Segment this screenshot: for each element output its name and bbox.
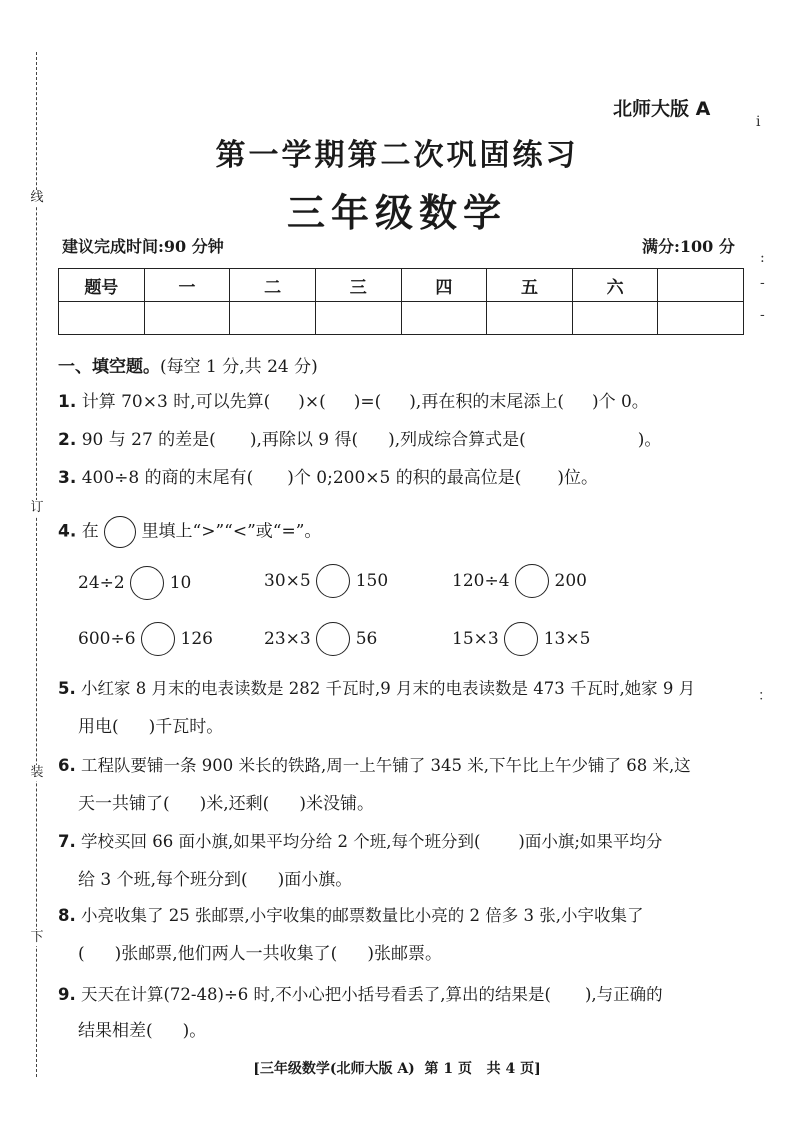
question-9 (58, 985, 748, 1005)
question-text: )张邮票。 (367, 944, 442, 964)
question-text: ),与正确的 (584, 985, 663, 1004)
question-6-line-2 (78, 794, 768, 814)
question-6 (58, 756, 748, 776)
question-number: 1. (58, 392, 77, 412)
question-text: )米没铺。 (299, 794, 374, 814)
score-table (58, 268, 744, 335)
comparison-item (452, 564, 587, 598)
binding-mark-ding: 订 (30, 500, 44, 515)
question-text: 90 与 27 的差是( (81, 430, 216, 450)
question-text: )面小旗;如果平均分 (518, 832, 663, 851)
exam-subtitle: 第一学期第二次巩固练习 (215, 138, 579, 173)
question-text: )。 (182, 1021, 207, 1041)
comparison-left: 30×5 (264, 571, 311, 591)
question-number: 2. (58, 430, 77, 450)
score-entry-cell[interactable] (572, 302, 658, 335)
score-entry-cell[interactable] (658, 302, 744, 335)
comparison-circle[interactable] (141, 622, 175, 656)
comparison-right: 150 (355, 571, 389, 591)
question-8 (58, 906, 748, 926)
question-5 (58, 679, 748, 699)
edge-mark: ： (758, 688, 772, 704)
binding-mark-xian: 线 (30, 190, 44, 205)
full-score: 满分:100 分 (642, 237, 735, 256)
comparison-circle[interactable] (504, 622, 538, 656)
binding-mark-xia: 下 (30, 930, 44, 945)
question-9-line-2 (78, 1021, 768, 1041)
comparison-item (264, 622, 377, 656)
question-1 (58, 392, 748, 412)
question-text: )。 (637, 430, 662, 450)
score-header-cell: 四 (401, 269, 487, 302)
section-note: (每空 1 分,共 24 分) (160, 357, 318, 377)
question-text: 给 3 个班,每个班分到( (78, 870, 248, 890)
question-text: )个 0。 (591, 392, 649, 412)
question-text: 天天在计算(72-48)÷6 时,不小心把小括号看丢了,算出的结果是( (81, 985, 551, 1004)
score-header-cell: 五 (487, 269, 573, 302)
edge-mark: - (760, 307, 765, 323)
binding-mark-zhuang: 装 (30, 765, 44, 780)
question-text: 400÷8 的商的末尾有( (81, 468, 254, 488)
comparison-left: 23×3 (264, 629, 311, 649)
comparison-circle[interactable] (515, 564, 549, 598)
score-entry-cell[interactable] (59, 302, 145, 335)
question-number: 7. (58, 832, 76, 851)
score-header-cell (658, 269, 744, 302)
comparison-right: 126 (180, 629, 213, 649)
question-number: 9. (58, 985, 76, 1004)
score-header-cell: 三 (315, 269, 401, 302)
question-text: 工程队要铺一条 900 米长的铁路,周一上午铺了 345 米,下午比上午少铺了 68 米,这 (81, 756, 691, 775)
question-3 (58, 468, 748, 488)
edition-label: 北师大版 A (613, 98, 711, 120)
question-text: )米,还剩( (199, 794, 270, 814)
time-suggestion: 建议完成时间:90 分钟 (62, 237, 224, 256)
score-header-cell: 二 (230, 269, 316, 302)
comparison-right: 13×5 (543, 629, 591, 649)
question-number: 5. (58, 679, 76, 698)
edge-mark: - (760, 275, 765, 291)
score-entry-cell[interactable] (230, 302, 316, 335)
comparison-left: 24÷2 (78, 573, 125, 593)
comparison-circle[interactable] (316, 564, 350, 598)
score-table-header-row (59, 269, 744, 302)
comparison-left: 120÷4 (452, 571, 510, 591)
question-number: 3. (58, 468, 77, 488)
comparison-circle[interactable] (130, 566, 164, 600)
question-text: )千瓦时。 (148, 717, 224, 737)
question-text: )个 0;200×5 的积的最高位是( (287, 468, 522, 488)
score-entry-cell[interactable] (401, 302, 487, 335)
question-text: 用电( (78, 717, 119, 737)
comparison-item (78, 566, 191, 600)
question-text: 里填上“>”“<”或“=”。 (141, 521, 322, 542)
question-7-line-2 (78, 870, 768, 890)
question-text: ),列成综合算式是( (388, 430, 526, 450)
score-header-cell: 六 (572, 269, 658, 302)
question-text: )面小旗。 (277, 870, 353, 890)
question-text: )张邮票,他们两人一共收集了( (114, 944, 338, 964)
comparison-right: 200 (554, 571, 587, 591)
question-4 (58, 516, 748, 548)
question-7 (58, 832, 748, 852)
question-text: )=( (353, 392, 382, 412)
comparison-item (452, 622, 590, 656)
page-footer: [三年级数学(北师大版 A) 第 1 页 共 4 页] (253, 1061, 541, 1077)
question-8-line-2 (78, 944, 768, 964)
comparison-left: 600÷6 (78, 629, 136, 649)
comparison-right: 56 (355, 629, 378, 649)
comparison-item (78, 622, 213, 656)
edge-mark: i (756, 114, 761, 130)
question-2 (58, 430, 748, 450)
question-text: ( (78, 944, 85, 964)
question-text: ),再除以 9 得( (249, 430, 359, 450)
question-text: 计算 70×3 时,可以先算( (81, 392, 271, 412)
score-header-cell: 一 (144, 269, 230, 302)
section-heading (58, 352, 318, 377)
question-text: 学校买回 66 面小旗,如果平均分给 2 个班,每个班分到( (81, 832, 481, 851)
section-title: 一、填空题。 (58, 357, 160, 377)
question-text: )×( (298, 392, 326, 412)
edge-mark: : (760, 250, 765, 266)
score-entry-cell[interactable] (144, 302, 230, 335)
score-table-entry-row (59, 302, 744, 335)
comparison-right: 10 (169, 573, 192, 593)
question-text: 小红家 8 月末的电表读数是 282 千瓦时,9 月末的电表读数是 473 千瓦时,她家 9 月 (81, 679, 696, 698)
example-circle-icon (104, 516, 136, 548)
question-text: 小亮收集了 25 张邮票,小宇收集的邮票数量比小亮的 2 倍多 3 张,小宇收集了 (81, 906, 644, 925)
question-text: ),再在积的末尾添上( (409, 392, 564, 412)
question-number: 4. (58, 521, 77, 542)
comparison-circle[interactable] (316, 622, 350, 656)
score-entry-cell[interactable] (315, 302, 401, 335)
question-text: 结果相差( (78, 1021, 153, 1041)
comparison-left: 15×3 (452, 629, 499, 649)
exam-title: 三年级数学 (286, 191, 507, 235)
comparison-item (264, 564, 388, 598)
question-5-line-2 (78, 717, 768, 737)
score-header-cell: 题号 (59, 269, 145, 302)
question-text: 在 (81, 521, 99, 542)
score-entry-cell[interactable] (487, 302, 573, 335)
question-text: )位。 (557, 468, 599, 488)
question-text: 天一共铺了( (78, 794, 170, 814)
question-number: 8. (58, 906, 76, 925)
question-number: 6. (58, 756, 76, 775)
